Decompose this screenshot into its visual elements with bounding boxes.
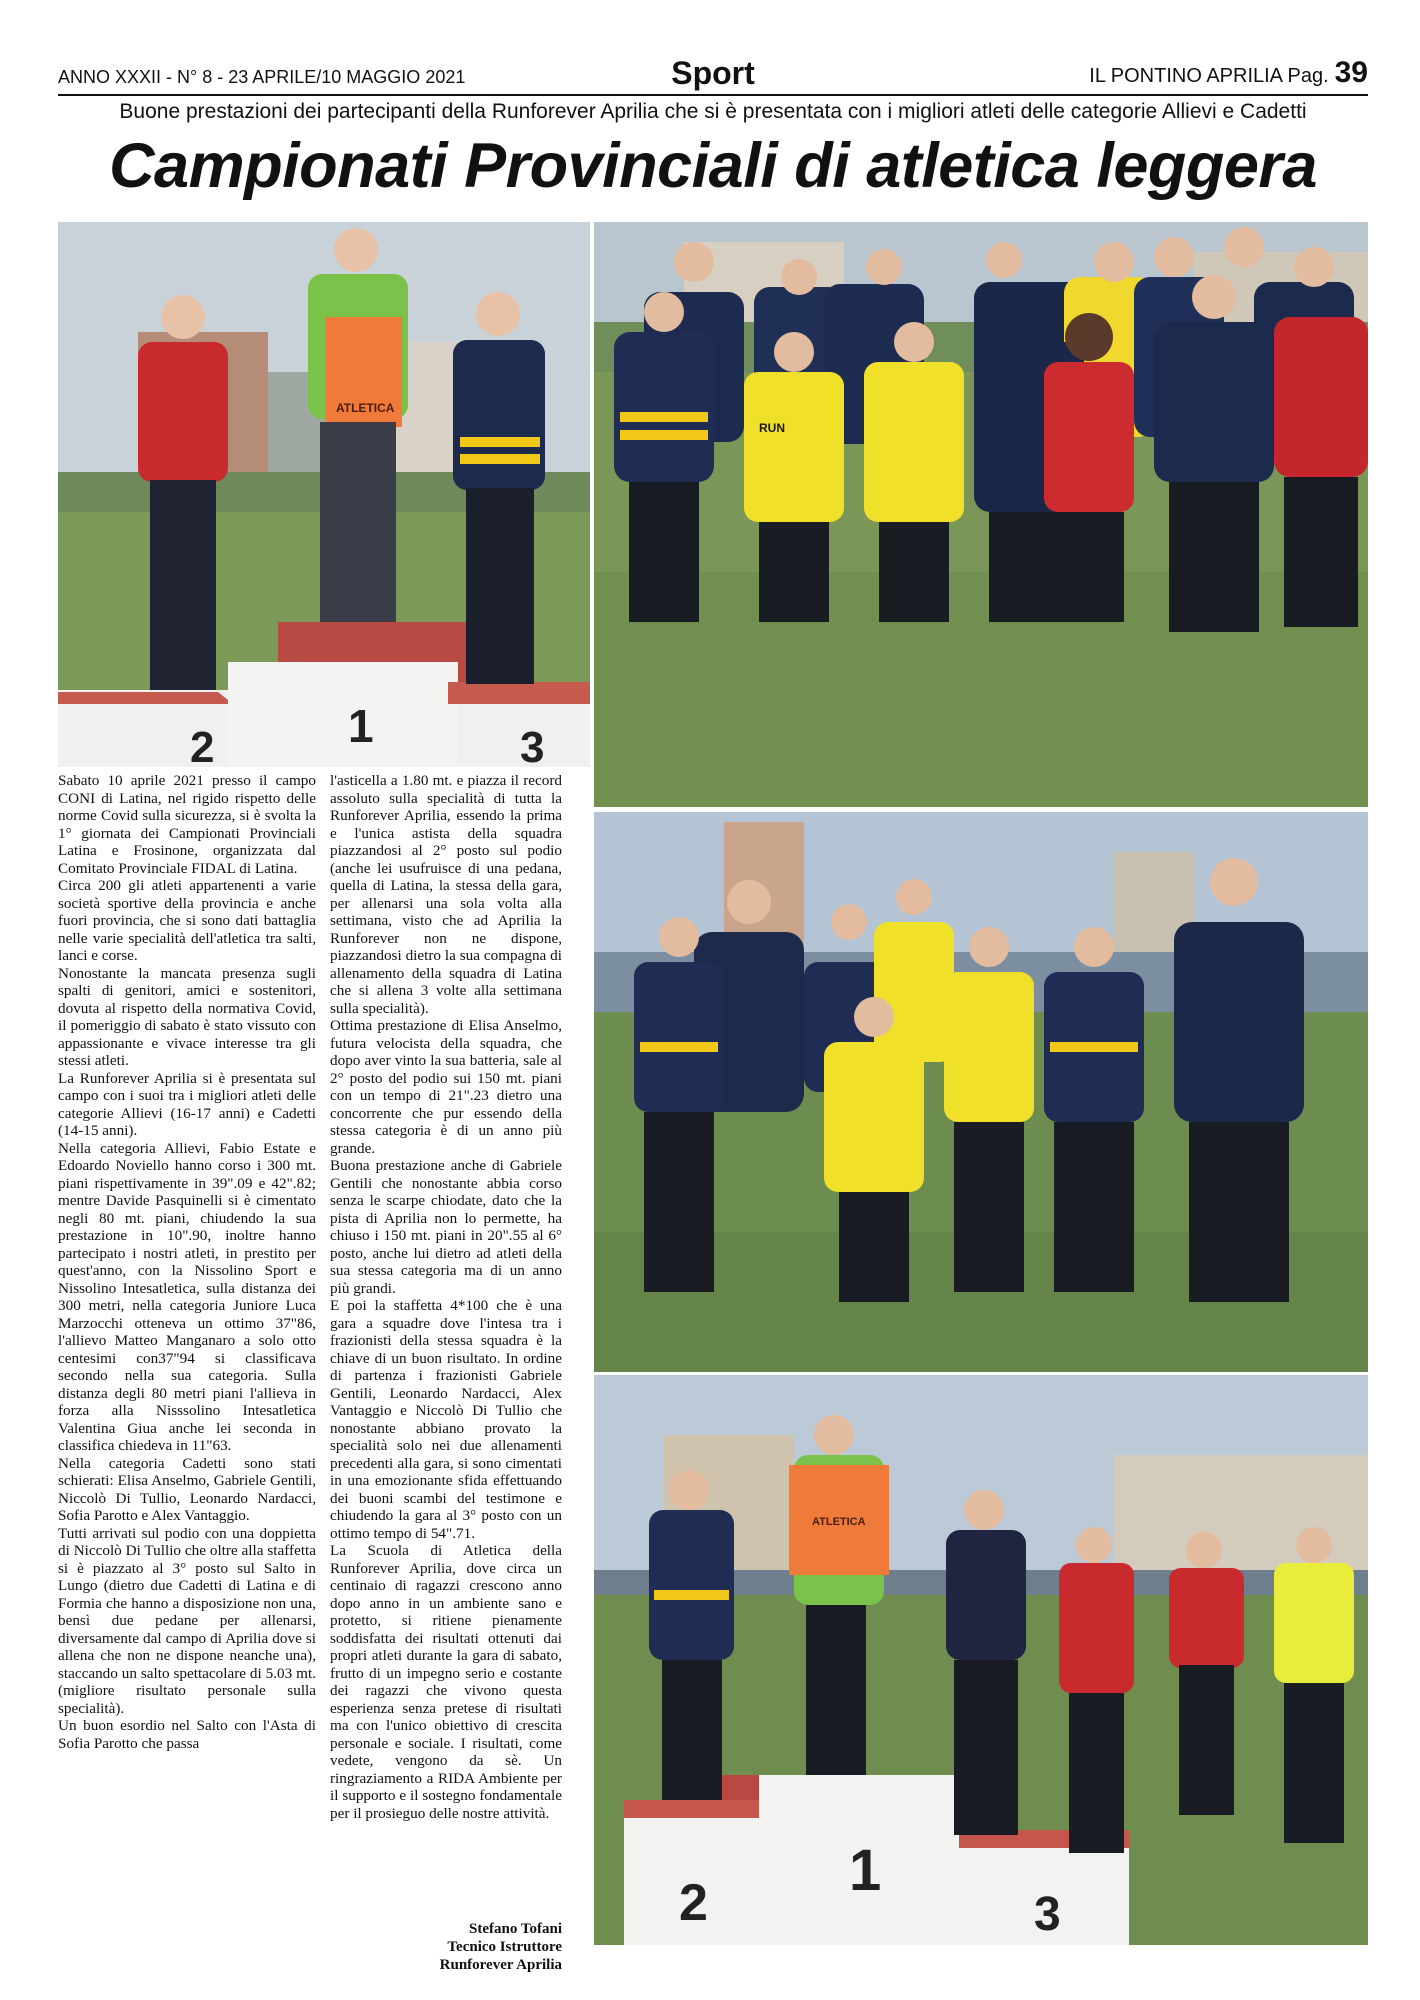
page-number: 39	[1334, 56, 1368, 89]
article-paragraph: La Runforever Aprilia si è presentata sul campo con i suoi tra i migliori atleti delle categorie Allievi (16-17 anni) e Cadetti (14-15 anni).	[58, 1069, 316, 1139]
podium-step-3: 3	[520, 723, 545, 767]
article-paragraph: E poi la staffetta 4*100 che è una gara a squadre dove l'intesa tra i frazionisti della stessa squadra è la chiave di un buon risultato. In ordine di partenza i frazionisti Gabriele Gentili, Leonardo Nardacci, Alex Vantaggio e Niccolò Di Tullio che nonostante abbiano provato la specialità solo nei due allenamenti precedenti alla gara, si sono cimentati in una emozionante sfida effettuando dei buoni scambi del testimone e chiudendo la gara al 3° posto con un ottimo tempo di 54".71.	[330, 1297, 562, 1542]
article-paragraph: La Scuola di Atletica della Runforever Aprilia, dove circa un centinaio di ragazzi crescono anno dopo anno in un ambiente sano e protetto, si ritiene pienamente soddisfatta dei risultati ottenuti dai propri atleti durante la gara di sabato, frutto di un impegno serio e costante dei ragazzi che vivono questa esperienza senza pretese di risultati ma con l'unico obiettivo di crescita personale e sociale. I risultati, come vedete, vengono da sè. Un ringraziamento a RIDA Ambiente per il supporto e il sostegno fondamentale per il prosieguo delle nostre attività.	[330, 1542, 562, 1822]
photo-team-group	[594, 222, 1368, 807]
article-kicker: Buone prestazioni dei partecipanti della Runforever Aprilia che si è presentata con i migliori atleti delle categorie Allievi e Cadetti	[119, 100, 1307, 123]
article-paragraph: l'asticella a 1.80 mt. e piazza il record assoluto sulla specialità di tutta la Runforever Aprilia, essendo la prima e l'unica astista della squadra piazzandosi al 2° posto sul podio (anche lei usufruisce di una pedana, quella di Latina, la stessa della gara, per allenarsi una sola volta alla settimana, visto che ad Aprilia la Runforever non ne dispone, piazzandosi dietro la sua compagna di allenamento della squadra di Latina che si allena 3 volte alla settimana sulla specialità).	[330, 772, 562, 1017]
team-shirt-print: RUN	[759, 421, 785, 435]
article-paragraph: Nella categoria Allievi, Fabio Estate e Edoardo Noviello hanno corso i 300 mt. piani rispettivamente in 39".09 e 42".82; mentre Davide Pasquinelli si è cimentato negli 80 mt. piani, chiudendo la sua prestazione in 10".90, inoltre hanno partecipato i nostri atleti, in prestito per quest'anno, con la Nissolino Sport e Nissolino Intesatletica, sulla distanza dei 300 metri, nella categoria Juniore Luca Marzocchi otteneva un ottimo 37"86, l'allievo Matteo Manganaro a solo otto centesimi con37"94 si classificava secondo nella sua categoria. Sulla distanza degli 80 metri piani l'allieva in forza alla Nisssolino Intesatletica Valentina Giua anche lei seconda in classifica chiedeva in 11"63.	[58, 1139, 316, 1454]
photo-podium-boys-image	[58, 222, 590, 767]
article-signature	[330, 1920, 562, 1974]
article-paragraph: Nonostante la mancata presenza sugli spalti di genitori, amici e sostenitori, dovuta al rispetto della normativa Covid, il pomeriggio di sabato è stato vissuto con appassionante e vivace interesse tra gli stessi atleti.	[58, 964, 316, 1069]
article-headline: Campionati Provinciali di atletica leggera	[109, 131, 1317, 201]
podium-girls-step-1: 1	[849, 1838, 882, 1903]
photo-team-with-coaches	[594, 812, 1368, 1372]
author-role: Tecnico Istruttore	[447, 1939, 562, 1955]
page-header	[58, 52, 1368, 96]
podium-girls-step-2: 2	[679, 1874, 708, 1932]
podium-step-2: 2	[190, 723, 215, 767]
author-name: Stefano Tofani	[469, 1921, 562, 1937]
podium-girls-step-3: 3	[1034, 1888, 1061, 1941]
photo-podium-girls	[594, 1375, 1368, 1945]
podium-girls-shirt-label: ATLETICA	[812, 1516, 866, 1528]
issue-info: ANNO XXXII - N° 8 - 23 APRILE/10 MAGGIO 2021	[58, 67, 466, 87]
article-paragraph: Circa 200 gli atleti appartenenti a varie società sportive della provincia e anche fuori provincia, che si sono dati battaglia nelle varie specialità dell'atletica tra salti, lanci e corse.	[58, 877, 316, 964]
author-club: Runforever Aprilia	[439, 1957, 562, 1973]
podium-shirt-label: ATLETICA	[336, 401, 395, 415]
publication-info	[1089, 56, 1368, 90]
article-paragraph: Buona prestazione anche di Gabriele Gentili che nonostante abbia corso senza le scarpe chiodate, dato che la pista di Aprilia non lo permette, ha chiuso i 150 mt. piani in 20".55 al 6° posto, anche lui dietro ad atleti della sua stessa categoria ma di un anno più grandi.	[330, 1157, 562, 1297]
photo-podium-boys	[58, 222, 590, 767]
podium-step-1: 1	[348, 700, 374, 752]
article-paragraph: Un buon esordio nel Salto con l'Asta di Sofia Parotto che passa	[58, 1717, 316, 1752]
photo-podium-girls-image	[594, 1375, 1368, 1945]
article-column-2	[330, 772, 562, 1822]
article-paragraph: Sabato 10 aprile 2021 presso il campo CONI di Latina, nel rigido rispetto delle norme Covid sulla sicurezza, si è svolta la 1° giornata dei Campionati Provinciali Latina e Frosinone, organizzata dal Comitato Provinciale FIDAL di Latina.	[58, 772, 316, 877]
photo-team-group-image	[594, 222, 1368, 807]
article-paragraph: Ottima prestazione di Elisa Anselmo, futura velocista della squadra, che dopo aver vinto la sua batteria, sale al 2° posto del podio sui 150 mt. piani con un tempo di 21".23 dietro una concorrente che pur essendo della stessa categoria è di un anno più grande.	[330, 1017, 562, 1157]
article-paragraph: Tutti arrivati sul podio con una doppietta di Niccolò Di Tullio che oltre alla staffetta si è piazzato al 3° posto sul Salto in Lungo (dietro due Cadetti di Latina e di Formia che hanno a disposizione non una, bensì due pedane per allenarsi, diversamente dal campo di Aprilia dove si allena che non ne dispone neanche una), staccando un salto spettacolare di 5.03 mt. (migliore risultato personale sulla specialità).	[58, 1524, 316, 1717]
section-title: Sport	[671, 55, 755, 91]
article-column-1	[58, 772, 316, 1752]
photo-team-with-coaches-image	[594, 812, 1368, 1372]
publication-name: IL PONTINO APRILIA Pag.	[1089, 65, 1329, 87]
article-paragraph: Nella categoria Cadetti sono stati schierati: Elisa Anselmo, Gabriele Gentili, Niccolò Di Tullio, Leonardo Nardacci, Sofia Parotto e Alex Vantaggio.	[58, 1454, 316, 1524]
